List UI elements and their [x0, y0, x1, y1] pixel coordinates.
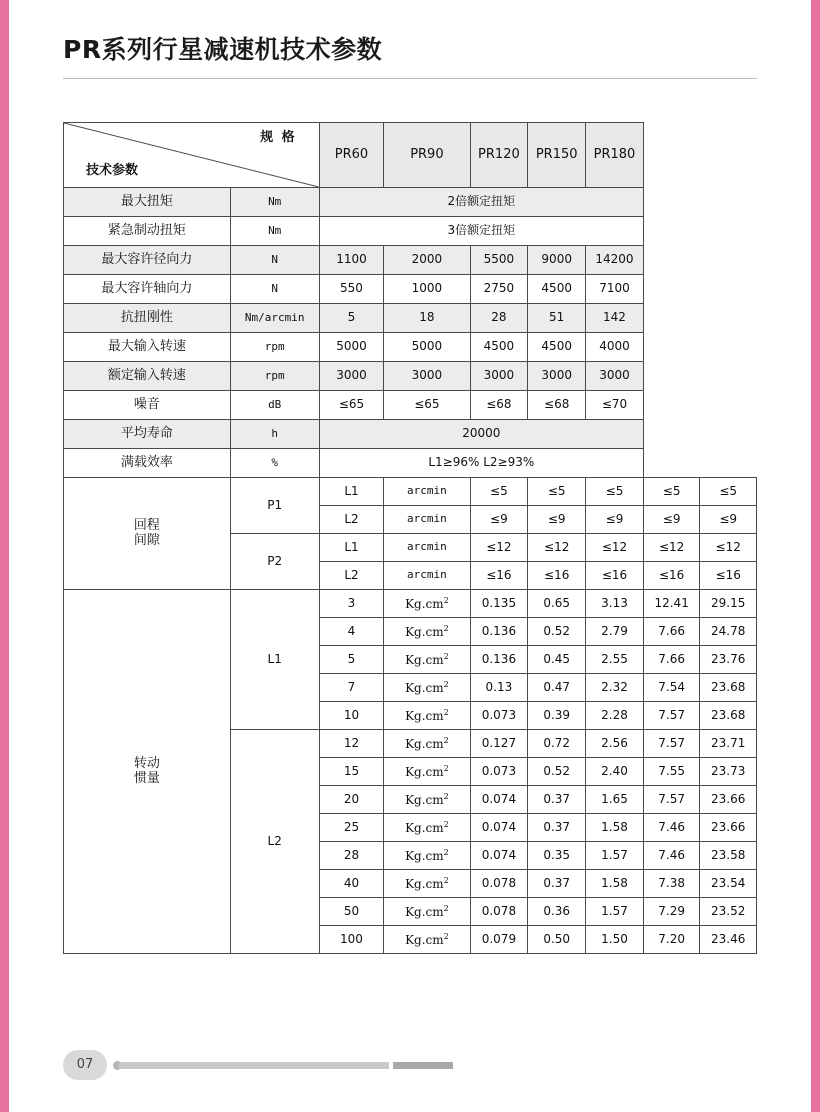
inertia-value: 7.20: [643, 926, 700, 954]
param-value: ≤68: [528, 391, 586, 420]
param-unit: N: [230, 246, 319, 275]
backlash-grade-P1: P1: [230, 478, 319, 534]
backlash-value: ≤12: [643, 534, 700, 562]
inertia-value: 7.46: [643, 842, 700, 870]
inertia-row: [64, 590, 757, 618]
inertia-value: 7.66: [643, 646, 700, 674]
inertia-value: 0.074: [470, 842, 528, 870]
inertia-unit: $Kg.cm^2$: [384, 590, 470, 618]
inertia-value: 1.58: [586, 814, 644, 842]
param-name: 噪音: [64, 391, 231, 420]
param-unit: N: [230, 275, 319, 304]
inertia-value: 23.46: [700, 926, 757, 954]
inertia-unit: $Kg.cm^2$: [384, 814, 470, 842]
inertia-value: 1.57: [586, 898, 644, 926]
backlash-unit: arcmin: [384, 562, 470, 590]
inertia-value: 0.72: [528, 730, 586, 758]
param-value: 5: [319, 304, 384, 333]
param-value: ≤65: [384, 391, 470, 420]
backlash-row: [64, 478, 757, 506]
inertia-value: 0.079: [470, 926, 528, 954]
inertia-ratio: 25: [319, 814, 384, 842]
inertia-value: 2.28: [586, 702, 644, 730]
backlash-value: ≤16: [643, 562, 700, 590]
model-header-PR120: PR120: [470, 123, 528, 188]
param-value: 5500: [470, 246, 528, 275]
param-name: 抗扭刚性: [64, 304, 231, 333]
param-name: 最大输入转速: [64, 333, 231, 362]
inertia-ratio: 4: [319, 618, 384, 646]
inertia-value: 7.66: [643, 618, 700, 646]
inertia-stage-L2: L2: [230, 730, 319, 954]
backlash-stage: L1: [319, 478, 384, 506]
inertia-value: 0.37: [528, 814, 586, 842]
inertia-ratio: 12: [319, 730, 384, 758]
inertia-value: 7.29: [643, 898, 700, 926]
param-unit: Nm: [230, 188, 319, 217]
inertia-value: 23.66: [700, 786, 757, 814]
backlash-unit: arcmin: [384, 534, 470, 562]
inertia-ratio: 100: [319, 926, 384, 954]
param-value: ≤70: [586, 391, 644, 420]
inertia-unit: $Kg.cm^2$: [384, 618, 470, 646]
inertia-unit: $Kg.cm^2$: [384, 926, 470, 954]
inertia-value: 23.71: [700, 730, 757, 758]
inertia-ratio: 15: [319, 758, 384, 786]
param-name: 紧急制动扭矩: [64, 217, 231, 246]
inertia-value: 0.37: [528, 786, 586, 814]
backlash-value: ≤12: [470, 534, 528, 562]
inertia-value: 7.38: [643, 870, 700, 898]
param-value-merged: L1≥96% L2≥93%: [319, 449, 643, 478]
inertia-value: 0.35: [528, 842, 586, 870]
title-divider: [63, 78, 757, 79]
backlash-value: ≤5: [470, 478, 528, 506]
param-value: 2750: [470, 275, 528, 304]
inertia-value: 0.52: [528, 758, 586, 786]
inertia-value: 1.58: [586, 870, 644, 898]
page-number: 07: [63, 1050, 107, 1080]
table-corner-header: [64, 123, 320, 188]
param-value: 51: [528, 304, 586, 333]
inertia-unit: $Kg.cm^2$: [384, 730, 470, 758]
inertia-value: 0.47: [528, 674, 586, 702]
inertia-value: 0.37: [528, 870, 586, 898]
backlash-value: ≤9: [586, 506, 644, 534]
inertia-unit: $Kg.cm^2$: [384, 898, 470, 926]
page-title: PR系列行星减速机技术参数: [63, 35, 383, 64]
inertia-value: 2.40: [586, 758, 644, 786]
param-unit: Nm/arcmin: [230, 304, 319, 333]
table-header-row: [64, 123, 757, 188]
backlash-value: ≤9: [643, 506, 700, 534]
param-value: 1000: [384, 275, 470, 304]
left-edge-bar: [0, 0, 9, 1112]
page-title-wrap: [63, 30, 763, 66]
param-value: 4000: [586, 333, 644, 362]
param-value: 4500: [528, 275, 586, 304]
inertia-value: 0.074: [470, 786, 528, 814]
inertia-value: 0.073: [470, 702, 528, 730]
footer-bar-light: [119, 1062, 389, 1069]
inertia-value: 7.55: [643, 758, 700, 786]
inertia-value: 24.78: [700, 618, 757, 646]
inertia-unit: $Kg.cm^2$: [384, 870, 470, 898]
backlash-unit: arcmin: [384, 478, 470, 506]
table-row: [64, 449, 757, 478]
backlash-value: ≤16: [470, 562, 528, 590]
inertia-value: 0.136: [470, 646, 528, 674]
backlash-stage: L1: [319, 534, 384, 562]
param-value: 3000: [319, 362, 384, 391]
inertia-value: 23.52: [700, 898, 757, 926]
inertia-value: 1.57: [586, 842, 644, 870]
inertia-value: 0.36: [528, 898, 586, 926]
inertia-value: 7.46: [643, 814, 700, 842]
table-row: [64, 333, 757, 362]
table-row: [64, 188, 757, 217]
table-row: [64, 304, 757, 333]
backlash-value: ≤9: [700, 506, 757, 534]
inertia-value: 23.76: [700, 646, 757, 674]
param-name: 最大容许径向力: [64, 246, 231, 275]
param-value: 14200: [586, 246, 644, 275]
param-value: 550: [319, 275, 384, 304]
inertia-value: 12.41: [643, 590, 700, 618]
param-name: 最大容许轴向力: [64, 275, 231, 304]
param-value: 3000: [528, 362, 586, 391]
inertia-stage-L1: L1: [230, 590, 319, 730]
inertia-value: 2.79: [586, 618, 644, 646]
inertia-value: 23.68: [700, 674, 757, 702]
inertia-unit: $Kg.cm^2$: [384, 842, 470, 870]
inertia-ratio: 28: [319, 842, 384, 870]
param-name: 满载效率: [64, 449, 231, 478]
param-unit: Nm: [230, 217, 319, 246]
inertia-section-label: 转动 惯量: [64, 590, 231, 954]
inertia-value: 2.55: [586, 646, 644, 674]
inertia-value: 0.39: [528, 702, 586, 730]
inertia-unit: $Kg.cm^2$: [384, 646, 470, 674]
backlash-value: ≤12: [528, 534, 586, 562]
param-unit: rpm: [230, 362, 319, 391]
inertia-value: 7.57: [643, 786, 700, 814]
param-value: 4500: [470, 333, 528, 362]
backlash-value: ≤9: [528, 506, 586, 534]
inertia-value: 0.078: [470, 898, 528, 926]
table-row: [64, 275, 757, 304]
table-row: [64, 217, 757, 246]
corner-label-spec: 规 格: [260, 130, 297, 145]
inertia-value: 23.58: [700, 842, 757, 870]
inertia-ratio: 5: [319, 646, 384, 674]
model-header-PR90: PR90: [384, 123, 470, 188]
param-unit: %: [230, 449, 319, 478]
specification-table: [63, 122, 757, 954]
inertia-unit: $Kg.cm^2$: [384, 674, 470, 702]
inertia-value: 3.13: [586, 590, 644, 618]
param-unit: rpm: [230, 333, 319, 362]
param-value: 2000: [384, 246, 470, 275]
param-value: 18: [384, 304, 470, 333]
inertia-unit: $Kg.cm^2$: [384, 702, 470, 730]
param-value: ≤68: [470, 391, 528, 420]
inertia-value: 7.54: [643, 674, 700, 702]
param-value-merged: 20000: [319, 420, 643, 449]
backlash-value: ≤5: [586, 478, 644, 506]
inertia-ratio: 3: [319, 590, 384, 618]
backlash-value: ≤16: [700, 562, 757, 590]
backlash-value: ≤16: [586, 562, 644, 590]
inertia-value: 0.127: [470, 730, 528, 758]
backlash-unit: arcmin: [384, 506, 470, 534]
backlash-value: ≤9: [470, 506, 528, 534]
backlash-value: ≤12: [586, 534, 644, 562]
table-row: [64, 246, 757, 275]
inertia-value: 23.54: [700, 870, 757, 898]
inertia-value: 29.15: [700, 590, 757, 618]
param-unit: h: [230, 420, 319, 449]
backlash-value: ≤5: [700, 478, 757, 506]
inertia-value: 7.57: [643, 702, 700, 730]
inertia-value: 0.45: [528, 646, 586, 674]
param-value: 4500: [528, 333, 586, 362]
inertia-value: 2.56: [586, 730, 644, 758]
backlash-value: ≤12: [700, 534, 757, 562]
model-header-PR150: PR150: [528, 123, 586, 188]
inertia-ratio: 40: [319, 870, 384, 898]
backlash-value: ≤5: [528, 478, 586, 506]
param-name: 平均寿命: [64, 420, 231, 449]
param-value: ≤65: [319, 391, 384, 420]
param-value: 28: [470, 304, 528, 333]
inertia-value: 0.50: [528, 926, 586, 954]
param-value: 1100: [319, 246, 384, 275]
param-value: 3000: [586, 362, 644, 391]
inertia-unit: $Kg.cm^2$: [384, 758, 470, 786]
table-row: [64, 362, 757, 391]
inertia-value: 0.136: [470, 618, 528, 646]
backlash-section-label: 回程 间隙: [64, 478, 231, 590]
param-value: 3000: [470, 362, 528, 391]
inertia-value: 0.078: [470, 870, 528, 898]
footer-bar-dark: [393, 1062, 453, 1069]
param-value: 7100: [586, 275, 644, 304]
backlash-value: ≤16: [528, 562, 586, 590]
param-value-merged: 3倍额定扭矩: [319, 217, 643, 246]
inertia-value: 0.074: [470, 814, 528, 842]
inertia-value: 0.135: [470, 590, 528, 618]
inertia-value: 2.32: [586, 674, 644, 702]
backlash-stage: L2: [319, 562, 384, 590]
inertia-ratio: 50: [319, 898, 384, 926]
inertia-value: 0.13: [470, 674, 528, 702]
inertia-ratio: 7: [319, 674, 384, 702]
param-value: 142: [586, 304, 644, 333]
param-value: 3000: [384, 362, 470, 391]
inertia-value: 23.68: [700, 702, 757, 730]
inertia-ratio: 20: [319, 786, 384, 814]
model-header-PR180: PR180: [586, 123, 644, 188]
param-name: 最大扭矩: [64, 188, 231, 217]
page-footer: [63, 1050, 763, 1090]
right-edge-bar: [811, 0, 820, 1112]
backlash-stage: L2: [319, 506, 384, 534]
backlash-grade-P2: P2: [230, 534, 319, 590]
corner-label-param: 技术参数: [86, 163, 139, 179]
backlash-value: ≤5: [643, 478, 700, 506]
inertia-value: 0.65: [528, 590, 586, 618]
param-unit: dB: [230, 391, 319, 420]
inertia-value: 23.66: [700, 814, 757, 842]
inertia-unit: $Kg.cm^2$: [384, 786, 470, 814]
inertia-value: 7.57: [643, 730, 700, 758]
param-name: 额定输入转速: [64, 362, 231, 391]
table-row: [64, 420, 757, 449]
param-value: 9000: [528, 246, 586, 275]
model-header-PR60: PR60: [319, 123, 384, 188]
inertia-value: 0.073: [470, 758, 528, 786]
inertia-ratio: 10: [319, 702, 384, 730]
table-row: [64, 391, 757, 420]
param-value: 5000: [319, 333, 384, 362]
inertia-value: 1.65: [586, 786, 644, 814]
param-value-merged: 2倍额定扭矩: [319, 188, 643, 217]
inertia-value: 23.73: [700, 758, 757, 786]
inertia-value: 1.50: [586, 926, 644, 954]
inertia-value: 0.52: [528, 618, 586, 646]
param-value: 5000: [384, 333, 470, 362]
